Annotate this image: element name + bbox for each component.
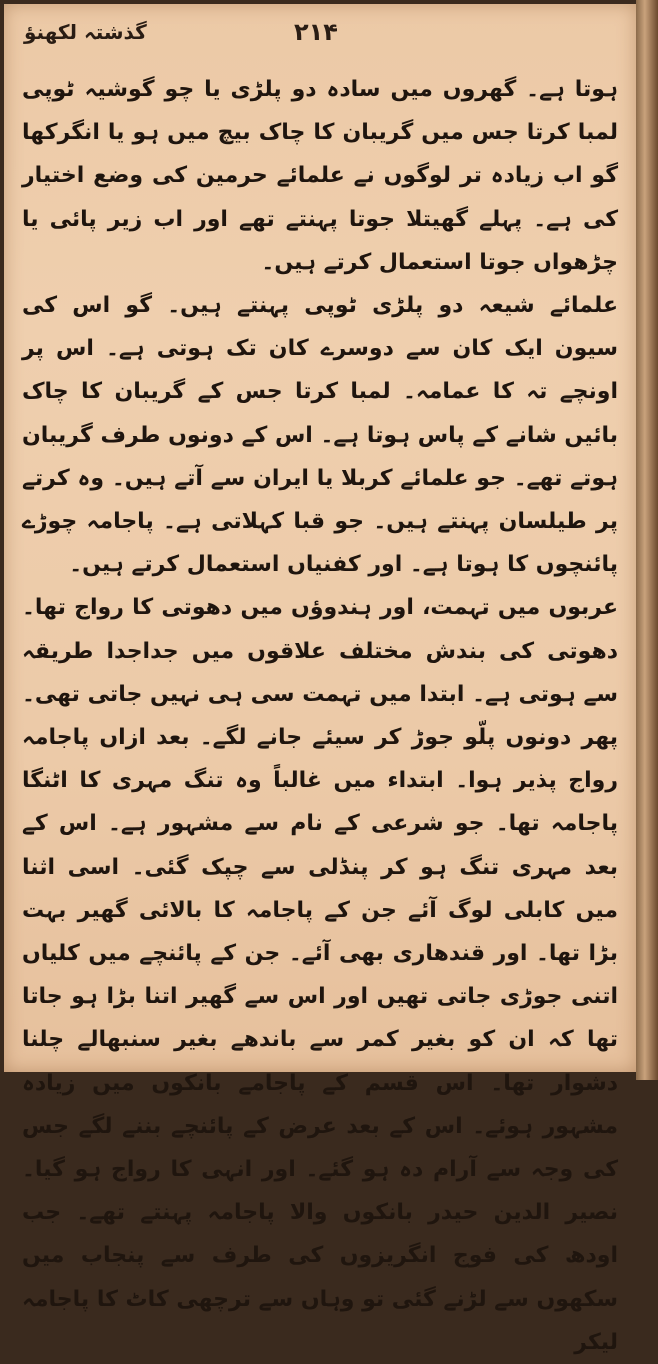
paragraph-dress-of-scholars: ہوتا ہے۔ گھروں میں سادہ دو پلڑی یا چو گوشیہ ٹوپی لمبا کرتا جس میں گریبان کا چاک بیچ میں ہو یا انگرکھا گو اب زیادہ تر لوگوں نے علمائے حرمین کی وضع اختیار کی ہے۔ پہلے گھیتلا جوتا پہنتے تھے اور اب زیر پائی یا چڑھواں جوتا استعمال کرتے ہیں۔ <box>22 77 618 275</box>
page-number: ۲۱۴ <box>294 18 338 46</box>
body-text <box>22 68 618 1364</box>
page-edge <box>636 0 658 1080</box>
paragraph-shia-scholars-dress: علمائے شیعہ دو پلڑی ٹوپی پہنتے ہیں۔ گو اس کی سیون ایک کان سے دوسرے کان تک ہوتی ہے۔ اس پر اونچے تہ کا عمامہ۔ لمبا کرتا جس کے گریبان کا چاک بائیں شانے کے پاس ہوتا ہے۔ اس کے دونوں طرف گریبان ہوتے تھے۔ جو علمائے کربلا یا ایران سے آتے ہیں۔ وہ کرتے پر طیلسان پہنتے ہیں۔ جو قبا کہلاتی ہے۔ پاجامہ چوڑے پائنچوں کا ہوتا ہے۔ اور کفنیاں استعمال کرتے ہیں۔ <box>22 293 618 578</box>
running-head: گذشتہ لکھنؤ <box>24 20 147 44</box>
page-header <box>4 16 636 56</box>
book-page <box>4 4 636 1355</box>
paragraph-history-of-pajama: عربوں میں تہمت، اور ہندوؤں میں دھوتی کا رواج تھا۔ دھوتی کی بندش مختلف علاقوں میں جداجدا طریقہ سے ہوتی ہے۔ ابتدا میں تہمت سی ہی نہیں جاتی تھی۔ پھر دونوں پلّو جوڑ کر سیئے جانے لگے۔ بعد ازاں پاجامہ رواج پذیر ہوا۔ ابتداء میں غالباً وہ تنگ مہری کا اٹنگا پاجامہ تھا۔ جو شرعی کے نام سے مشہور ہے۔ اس کے بعد مہری تنگ ہو کر پنڈلی سے چپک گئی۔ اسی اثنا میں کابلی لوگ آئے جن کے پاجامہ کا بالائی گھیر بہت بڑا تھا۔ اور قندھاری بھی آئے۔ جن کے پائنچے میں کلیاں اتنی جوڑی جاتی تھیں اور اس سے گھیر اتنا بڑا ہو جاتا تھا کہ ان کو بغیر کمر سے باندھے بغیر سنبھالے چلنا دشوار تھا۔ اس قسم کے پاجامے بانکوں میں زیادہ مشہور ہوئے۔ اس کے بعد عرض کے پائنچے بننے لگے جس کی وجہ سے آرام دہ ہو گئے۔ اور انہی کا رواج ہو گیا۔ نصیر الدین حیدر بانکوں والا پاجامہ پہنتے تھے۔ جب اودھ کی فوج انگریزوں کی طرف سے پنجاب میں سکھوں سے لڑنے گئی تو وہاں سے ترچھی کاٹ کا پاجامہ لیکر <box>22 595 618 1355</box>
